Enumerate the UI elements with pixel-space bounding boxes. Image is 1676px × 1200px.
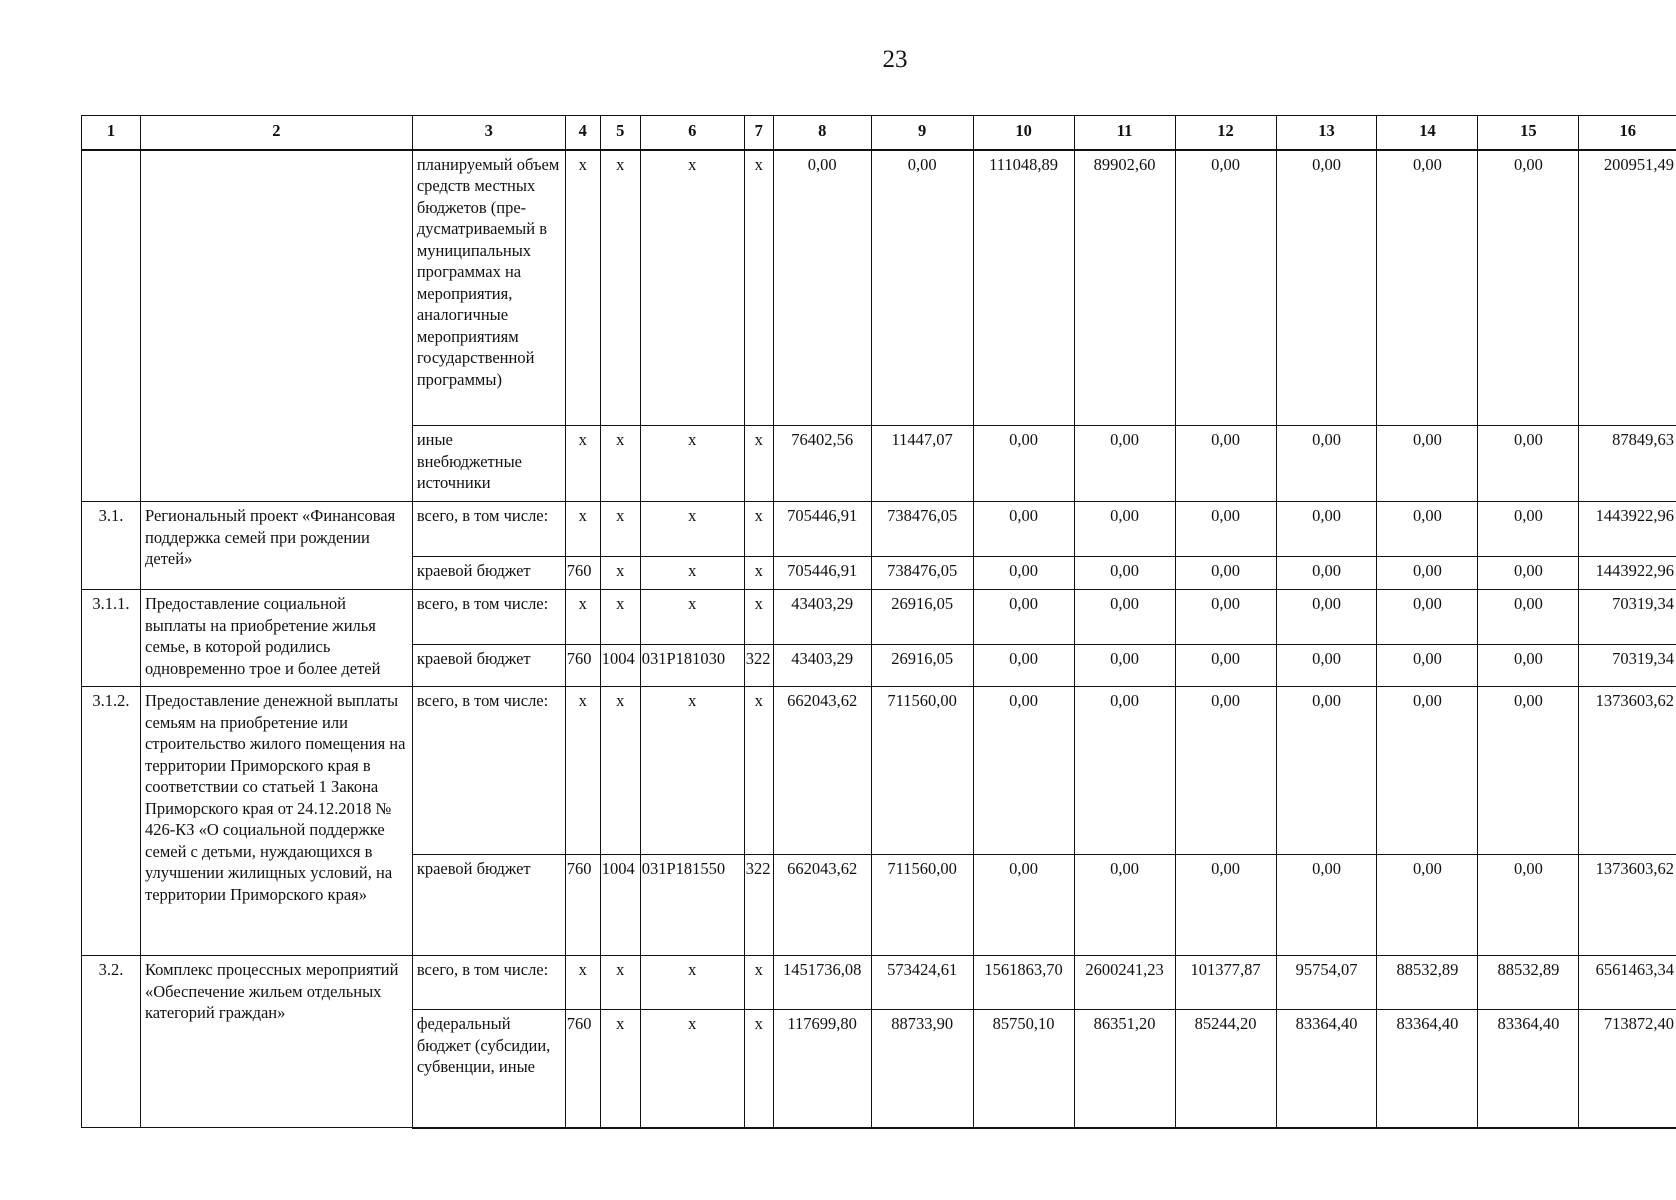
value-cell: 88532,89 — [1377, 956, 1478, 1010]
grbs-code: x — [565, 687, 600, 855]
value-cell: 0,00 — [1175, 557, 1276, 590]
value-cell: 76402,56 — [773, 426, 871, 502]
grbs-code: 760 — [565, 1010, 600, 1128]
value-cell: 0,00 — [973, 557, 1074, 590]
item-number — [82, 150, 141, 502]
value-cell: 89902,60 — [1074, 150, 1175, 426]
table-row — [82, 687, 1676, 855]
value-cell: 0,00 — [1377, 590, 1478, 645]
header-cell: 10 — [973, 116, 1074, 150]
value-cell: 43403,29 — [773, 645, 871, 687]
value-cell: 0,00 — [1377, 557, 1478, 590]
value-cell: 0,00 — [1074, 590, 1175, 645]
value-cell: 0,00 — [1478, 426, 1579, 502]
value-cell: 0,00 — [1074, 687, 1175, 855]
value-cell: 0,00 — [1377, 687, 1478, 855]
table-row — [82, 956, 1676, 1010]
total-cell: 1373603,62 — [1579, 687, 1676, 855]
value-cell: 0,00 — [1074, 502, 1175, 557]
value-cell: 83364,40 — [1478, 1010, 1579, 1128]
value-cell: 11447,07 — [871, 426, 973, 502]
funding-source: планируемый объем средств местных бюджетов (пре-дусматриваемый в муниципальных программах на мероприятия, аналогичные мероприятиям государственной программы) — [412, 150, 565, 426]
value-cell: 43403,29 — [773, 590, 871, 645]
item-title: Предоставление денежной выплаты семьям на приобретение или строительство жилого помещения на территории Приморского края в соответствии со статьей 1 Закона Приморского края от 24.12.2018 № 426-КЗ «О социальной поддержке семей с детьми, нуждающихся в улучшении жилищных условий, на территории Приморского края» — [140, 687, 412, 956]
expense-type-code: 322 — [744, 645, 773, 687]
value-cell: 738476,05 — [871, 557, 973, 590]
grbs-code: 760 — [565, 855, 600, 956]
header-cell: 3 — [412, 116, 565, 150]
value-cell: 111048,89 — [973, 150, 1074, 426]
value-cell: 101377,87 — [1175, 956, 1276, 1010]
total-cell: 1443922,96 — [1579, 557, 1676, 590]
header-cell: 4 — [565, 116, 600, 150]
header-cell: 16 — [1579, 116, 1676, 150]
value-cell: 0,00 — [1478, 557, 1579, 590]
value-cell: 0,00 — [1276, 150, 1377, 426]
value-cell: 0,00 — [973, 855, 1074, 956]
value-cell: 0,00 — [1377, 150, 1478, 426]
value-cell: 95754,07 — [1276, 956, 1377, 1010]
value-cell: 1561863,70 — [973, 956, 1074, 1010]
header-cell: 6 — [640, 116, 744, 150]
item-number: 3.1.2. — [82, 687, 141, 956]
item-number: 3.2. — [82, 956, 141, 1128]
total-cell: 1443922,96 — [1579, 502, 1676, 557]
value-cell: 0,00 — [1074, 645, 1175, 687]
page-number: 23 — [882, 46, 908, 73]
value-cell: 88733,90 — [871, 1010, 973, 1128]
value-cell: 0,00 — [973, 590, 1074, 645]
value-cell: 0,00 — [1175, 687, 1276, 855]
expense-type-code: x — [744, 590, 773, 645]
funding-source: краевой бюджет — [412, 855, 565, 956]
value-cell: 0,00 — [773, 150, 871, 426]
value-cell: 0,00 — [973, 502, 1074, 557]
total-cell: 87849,63 — [1579, 426, 1676, 502]
expense-type-code: 322 — [744, 855, 773, 956]
header-cell: 5 — [600, 116, 640, 150]
section-code: x — [600, 426, 640, 502]
header-row — [82, 116, 1676, 150]
item-title: Комплекс процессных мероприятий «Обеспечение жильем отдельных категорий граждан» — [140, 956, 412, 1128]
value-cell: 662043,62 — [773, 687, 871, 855]
section-code: x — [600, 150, 640, 426]
funding-source: всего, в том числе: — [412, 687, 565, 855]
header-cell: 1 — [82, 116, 141, 150]
expense-type-code: x — [744, 426, 773, 502]
header-cell: 13 — [1276, 116, 1377, 150]
target-code: x — [640, 956, 744, 1010]
expense-type-code: x — [744, 502, 773, 557]
value-cell: 83364,40 — [1276, 1010, 1377, 1128]
budget-table — [81, 115, 1676, 1129]
value-cell: 0,00 — [1276, 426, 1377, 502]
value-cell: 705446,91 — [773, 502, 871, 557]
total-cell: 6561463,34 — [1579, 956, 1676, 1010]
section-code: x — [600, 590, 640, 645]
value-cell: 0,00 — [1276, 590, 1377, 645]
item-number: 3.1.1. — [82, 590, 141, 687]
item-number: 3.1. — [82, 502, 141, 590]
value-cell: 0,00 — [1276, 502, 1377, 557]
value-cell: 573424,61 — [871, 956, 973, 1010]
funding-source: федеральный бюджет (субсидии, субвенции, иные — [412, 1010, 565, 1128]
value-cell: 0,00 — [1276, 645, 1377, 687]
value-cell: 0,00 — [1478, 502, 1579, 557]
funding-source: всего, в том числе: — [412, 956, 565, 1010]
funding-source: всего, в том числе: — [412, 502, 565, 557]
value-cell: 0,00 — [1377, 502, 1478, 557]
section-code: x — [600, 502, 640, 557]
section-code: x — [600, 956, 640, 1010]
value-cell: 0,00 — [1276, 687, 1377, 855]
value-cell: 0,00 — [1478, 687, 1579, 855]
value-cell: 0,00 — [1377, 645, 1478, 687]
value-cell: 0,00 — [1276, 855, 1377, 956]
value-cell: 0,00 — [871, 150, 973, 426]
header-cell: 8 — [773, 116, 871, 150]
grbs-code: 760 — [565, 557, 600, 590]
table-row — [82, 502, 1676, 557]
value-cell: 0,00 — [973, 687, 1074, 855]
value-cell: 711560,00 — [871, 687, 973, 855]
funding-source: иные внебюджетные источники — [412, 426, 565, 502]
funding-source: краевой бюджет — [412, 645, 565, 687]
value-cell: 0,00 — [1074, 426, 1175, 502]
value-cell: 117699,80 — [773, 1010, 871, 1128]
target-code: x — [640, 502, 744, 557]
item-title: Предоставление социальной выплаты на приобретение жилья семье, в которой родились одновременно трое и более детей — [140, 590, 412, 687]
grbs-code: x — [565, 426, 600, 502]
section-code: x — [600, 687, 640, 855]
target-code: 031P181550 — [640, 855, 744, 956]
value-cell: 86351,20 — [1074, 1010, 1175, 1128]
section-code: x — [600, 557, 640, 590]
value-cell: 0,00 — [1377, 426, 1478, 502]
value-cell: 85244,20 — [1175, 1010, 1276, 1128]
funding-source: всего, в том числе: — [412, 590, 565, 645]
value-cell: 0,00 — [1478, 590, 1579, 645]
target-code: x — [640, 687, 744, 855]
grbs-code: x — [565, 502, 600, 557]
header-cell: 14 — [1377, 116, 1478, 150]
grbs-code: 760 — [565, 645, 600, 687]
funding-source: краевой бюджет — [412, 557, 565, 590]
value-cell: 0,00 — [1377, 855, 1478, 956]
header-cell: 12 — [1175, 116, 1276, 150]
total-cell: 70319,34 — [1579, 645, 1676, 687]
item-title: Региональный проект «Финансовая поддержка семей при рождении детей» — [140, 502, 412, 590]
table-row — [82, 150, 1676, 426]
value-cell: 0,00 — [973, 426, 1074, 502]
target-code: x — [640, 590, 744, 645]
value-cell: 705446,91 — [773, 557, 871, 590]
value-cell: 88532,89 — [1478, 956, 1579, 1010]
table-row — [82, 590, 1676, 645]
grbs-code: x — [565, 590, 600, 645]
target-code: x — [640, 150, 744, 426]
expense-type-code: x — [744, 687, 773, 855]
section-code: 1004 — [600, 855, 640, 956]
expense-type-code: x — [744, 150, 773, 426]
grbs-code: x — [565, 956, 600, 1010]
value-cell: 0,00 — [1276, 557, 1377, 590]
value-cell: 0,00 — [1074, 855, 1175, 956]
total-cell: 1373603,62 — [1579, 855, 1676, 956]
value-cell: 0,00 — [1175, 645, 1276, 687]
section-code: x — [600, 1010, 640, 1128]
header-cell: 15 — [1478, 116, 1579, 150]
value-cell: 0,00 — [1074, 557, 1175, 590]
total-cell: 200951,49 — [1579, 150, 1676, 426]
target-code: x — [640, 1010, 744, 1128]
value-cell: 0,00 — [1478, 855, 1579, 956]
value-cell: 0,00 — [1478, 150, 1579, 426]
value-cell: 738476,05 — [871, 502, 973, 557]
expense-type-code: x — [744, 956, 773, 1010]
value-cell: 26916,05 — [871, 590, 973, 645]
value-cell: 0,00 — [1175, 855, 1276, 956]
target-code: x — [640, 426, 744, 502]
value-cell: 0,00 — [1175, 502, 1276, 557]
value-cell: 662043,62 — [773, 855, 871, 956]
section-code: 1004 — [600, 645, 640, 687]
total-cell: 70319,34 — [1579, 590, 1676, 645]
total-cell: 713872,40 — [1579, 1010, 1676, 1128]
header-cell: 7 — [744, 116, 773, 150]
target-code: x — [640, 557, 744, 590]
expense-type-code: x — [744, 1010, 773, 1128]
value-cell: 26916,05 — [871, 645, 973, 687]
value-cell: 0,00 — [973, 645, 1074, 687]
value-cell: 1451736,08 — [773, 956, 871, 1010]
grbs-code: x — [565, 150, 600, 426]
header-cell: 11 — [1074, 116, 1175, 150]
value-cell: 83364,40 — [1377, 1010, 1478, 1128]
value-cell: 0,00 — [1175, 590, 1276, 645]
item-title — [140, 150, 412, 502]
header-cell: 9 — [871, 116, 973, 150]
value-cell: 0,00 — [1478, 645, 1579, 687]
value-cell: 0,00 — [1175, 426, 1276, 502]
value-cell: 2600241,23 — [1074, 956, 1175, 1010]
value-cell: 711560,00 — [871, 855, 973, 956]
header-cell: 2 — [140, 116, 412, 150]
value-cell: 85750,10 — [973, 1010, 1074, 1128]
expense-type-code: x — [744, 557, 773, 590]
value-cell: 0,00 — [1175, 150, 1276, 426]
target-code: 031P181030 — [640, 645, 744, 687]
